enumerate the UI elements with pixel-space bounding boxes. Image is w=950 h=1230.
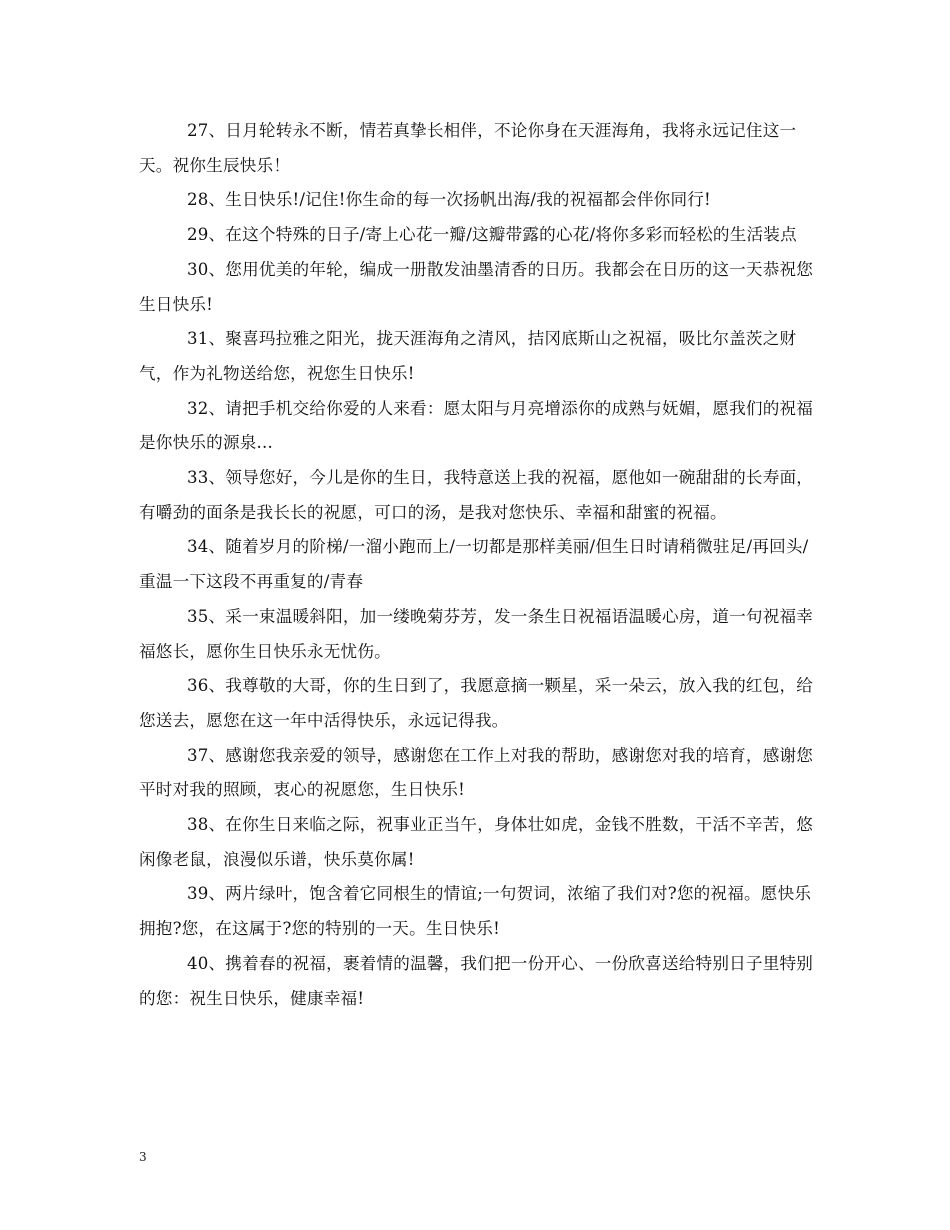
paragraph-33: 33、领导您好，今儿是你的生日，我特意送上我的祝福，愿他如一碗甜甜的长寿面，有嚼劲的面条是我长长的祝愿，可口的汤，是我对您快乐、幸福和甜蜜的祝福。	[139, 468, 814, 522]
paragraph-36: 36、我尊敬的大哥，你的生日到了，我愿意摘一颗星，采一朵云，放入我的红包，给您送去，愿您在这一年中活得快乐，永远记得我。	[139, 676, 814, 730]
paragraph-40: 40、携着春的祝福，裹着情的温馨，我们把一份开心、一份欣喜送给特别日子里特别的您：祝生日快乐，健康幸福!	[139, 953, 814, 1008]
paragraph-28: 28、生日快乐!/记住!你生命的每一次扬帆出海/我的祝福都会伴你同行!	[187, 190, 711, 210]
paragraph-35: 35、采一束温暖斜阳，加一缕晚菊芬芳，发一条生日祝福语温暖心房，道一句祝福幸福悠长，愿你生日快乐永无忧伤。	[139, 606, 814, 661]
paragraph-39: 39、两片绿叶，饱含着它同根生的情谊;一句贺词，浓缩了我们对?您的祝福。愿快乐拥抱?您，在这属于?您的特别的一天。生日快乐!	[139, 884, 812, 939]
paragraph-31: 31、聚喜玛拉雅之阳光，拢天涯海角之清风，拮冈底斯山之祝福，吸比尔盖茨之财气，作为礼物送给您，祝您生日快乐!	[139, 329, 797, 383]
paragraph-38: 38、在你生日来临之际，祝事业正当午，身体壮如虎，金钱不胜数，干活不辛苦，悠闲像老鼠，浪漫似乐谱，快乐莫你属!	[139, 815, 814, 869]
paragraph-29: 29、在这个特殊的日子/寄上心花一瓣/这瓣带露的心花/将你多彩而轻松的生活装点	[187, 225, 797, 245]
paragraph-32: 32、请把手机交给你爱的人来看：愿太阳与月亮增添你的成熟与妩媚，愿我们的祝福是你快乐的源泉...	[139, 398, 814, 453]
paragraph-37: 37、感谢您我亲爱的领导，感谢您在工作上对我的帮助，感谢您对我的培育，感谢您平时对我的照顾，衷心的祝愿您，生日快乐!	[139, 745, 814, 800]
paragraph-27: 27、日月轮转永不断，情若真挚长相伴，不论你身在天涯海角，我将永远记住这一天。祝你生辰快乐！	[139, 121, 797, 175]
paragraph-30: 30、您用优美的年轮，编成一册散发油墨清香的日历。我都会在日历的这一天恭祝您生日快乐!	[139, 259, 814, 314]
paragraph-34: 34、随着岁月的阶梯/一溜小跑而上/一切都是那样美丽/但生日时请稍微驻足/再回头/重温一下这段不再重复的/青春	[139, 537, 809, 592]
page-number: 3	[139, 1150, 147, 1164]
page-body	[139, 114, 815, 1016]
